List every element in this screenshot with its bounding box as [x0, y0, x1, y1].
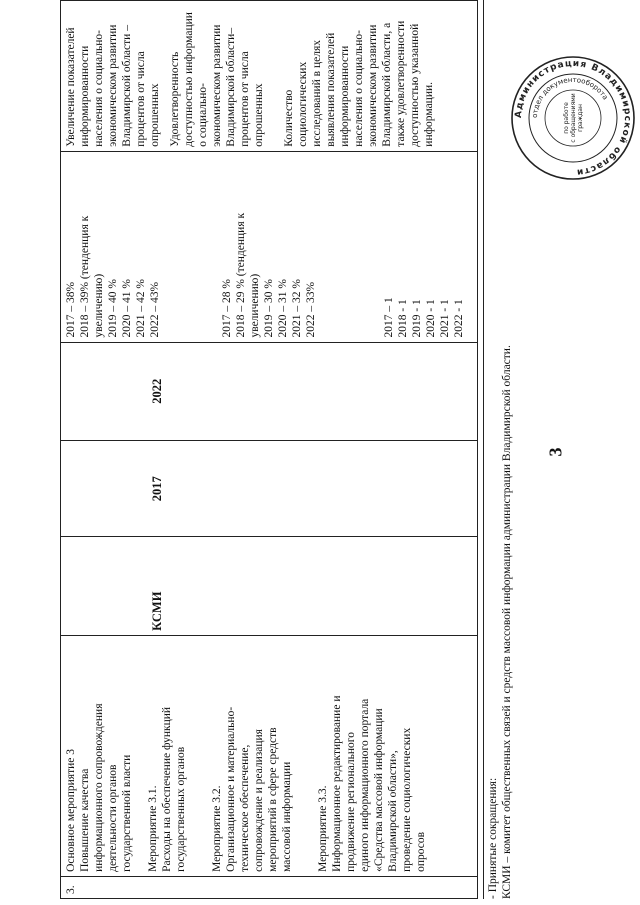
- event-cell: [61, 635, 478, 876]
- page-number: 3: [545, 447, 566, 457]
- seal-inner-text: отдел документооборота: [530, 75, 610, 119]
- value-line: 2018 – 39% (тенденция к увеличению): [79, 215, 105, 338]
- abbreviations-heading: - Принятые сокращения:: [487, 777, 499, 899]
- end-year-cell: [61, 342, 478, 440]
- indicator-cell: [61, 1, 478, 152]
- value-line: 2020 – 41 %: [121, 279, 133, 338]
- row-number-cell: [61, 876, 478, 898]
- official-seal-icon: [510, 55, 636, 181]
- values-group-3: [382, 156, 466, 338]
- footer-divider: [483, 0, 484, 899]
- indicator-3-text: Количество социологических исследований в целях выявления показателей информированности населения о социально- экономическом развитии Владимирской области, а также удовлетворенности доступностью указанной информации.: [283, 20, 435, 147]
- end-year-text: 2022: [150, 378, 164, 404]
- start-year-cell: [61, 440, 478, 536]
- sub-event-1-text: Мероприятие 3.1. Расходы на обеспечение функций государственных органов: [147, 706, 187, 872]
- svg-text:с обращениями: с обращениями: [570, 93, 577, 143]
- start-year-text: 2017: [150, 476, 164, 502]
- main-event-text: Основное мероприятие 3 Повышение качества информационного сопровождения деятельности органов государственной власти: [65, 703, 133, 872]
- program-table: [60, 0, 478, 899]
- seal-outer-text: Администрация Владимирской области: [513, 58, 633, 178]
- row-number: 3.: [65, 885, 77, 894]
- abbreviation-ksmi: КСМИ – комитет общественных связей и средств массовой информации администрации Владимирской области.: [501, 345, 513, 899]
- value-line: 2017 – 38%: [65, 281, 77, 338]
- value-line: 2017 – 28 %: [221, 279, 233, 338]
- value-line: 2018 - 1: [397, 299, 409, 338]
- value-line: 2022 – 43%: [149, 281, 161, 338]
- value-line: 2019 - 1: [411, 299, 423, 338]
- value-line: 2020 - 1: [425, 299, 437, 338]
- value-line: 2019 – 40 %: [107, 279, 119, 338]
- sub-event-2-text: Мероприятие 3.2. Организационное и материально- техническое обеспечение, сопровождение и реализация мероприятий в сфере средств массовой информации: [211, 706, 293, 872]
- value-line: 2021 - 1: [439, 299, 451, 338]
- values-group-2: [220, 156, 318, 338]
- svg-text:граждан: граждан: [577, 104, 584, 132]
- executor-text: КСМИ: [150, 591, 164, 631]
- values-cell: [61, 151, 478, 342]
- value-line: 2019 – 30 %: [263, 279, 275, 338]
- sub-event-3-text: Мероприятие 3.3. Информационное редактирование и продвижение регионального единого информационного портала «Средства массовой информации Владимирской области», проведение социологических опросов: [317, 695, 427, 872]
- indicator-1-text: Увеличение показателей информированности населения о социально- экономическом развитии Владимирской области – процентов от числа опрошенных: [65, 24, 161, 147]
- value-line: 2017 – 1: [383, 297, 395, 338]
- value-line: 2020 – 31 %: [277, 279, 289, 338]
- table-row: [61, 1, 478, 899]
- value-line: 2022 - 1: [453, 299, 465, 338]
- value-line: 2021 – 42 %: [135, 279, 147, 338]
- executor-cell: [61, 537, 478, 635]
- value-line: 2022 – 33%: [305, 281, 317, 338]
- value-line: 2018 – 29 % (тенденция к увеличению): [235, 212, 261, 338]
- svg-text:по работе: по работе: [563, 102, 570, 134]
- value-line: 2021 – 32 %: [291, 279, 303, 338]
- values-group-1: [64, 156, 162, 338]
- indicator-2-text: Удовлетворенность доступностью информации о социально- экономическом развитии Владимирской области– процентов от числа опрошенных: [169, 12, 265, 147]
